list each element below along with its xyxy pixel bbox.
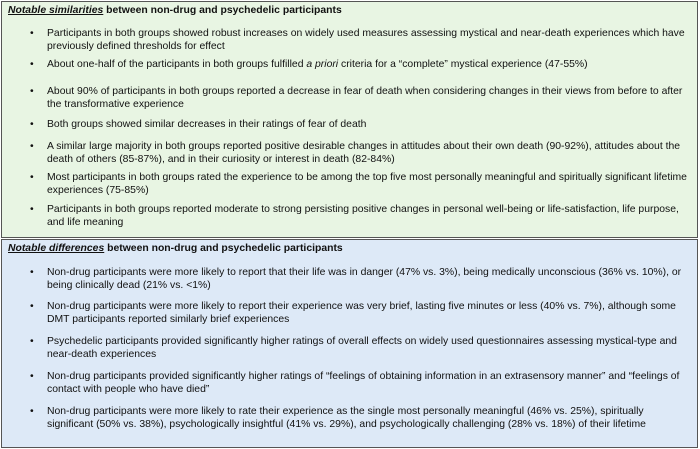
differences-heading-rest: between non-drug and psychedelic participants bbox=[104, 243, 343, 254]
difference-text: Psychedelic participants provided significantly higher ratings of overall effects on widely used questionnaires assessing mystical-type and near-death experiences bbox=[47, 336, 677, 360]
similarity-text: A similar large majority in both groups reported positive desirable changes in attitudes about their own death (90-92%), attitudes about the death of others (85-87%), and in their curiosity or interest in death (82-84%) bbox=[47, 141, 681, 165]
bullet-icon: • bbox=[30, 301, 34, 312]
similarity-text: Both groups showed similar decreases in their ratings of fear of death bbox=[47, 119, 367, 130]
differences-heading bbox=[8, 243, 343, 256]
similarities-panel bbox=[1, 1, 698, 238]
bullet-icon: • bbox=[30, 141, 34, 152]
difference-text: Non-drug participants were more likely to report that their life was in danger (47% vs. 3%), being medically unconscious (36% vs. 10%), or being clinically dead (21% vs. <1%) bbox=[47, 267, 682, 291]
similarity-text: Participants in both groups reported moderate to strong persisting positive changes in personal well-being or life-satisfaction, life purpose, and life meaning bbox=[47, 204, 679, 228]
difference-text: Non-drug participants were more likely to report their experience was very brief, lasting five minutes or less (40% vs. 7%), although some DMT participants reported similarly brief experiences bbox=[47, 301, 676, 325]
difference-text: Non-drug participants were more likely to rate their experience as the single most personally meaningful (46% vs. 25%), spiritually significant (50% vs. 38%), psychologically insightful (41% vs. 29%), and psychologically challenging (28% vs. 18%) of their lifetime bbox=[47, 406, 646, 430]
similarities-heading-rest: between non-drug and psychedelic participants bbox=[103, 5, 342, 16]
differences-heading-emph: Notable differences bbox=[8, 243, 105, 254]
bullet-icon: • bbox=[30, 172, 34, 183]
bullet-icon: • bbox=[30, 86, 34, 97]
bullet-icon: • bbox=[30, 371, 34, 382]
bullet-icon: • bbox=[30, 336, 34, 347]
similarity-text: Participants in both groups showed robust increases on widely used measures assessing mystical and near-death experiences which have previously defined thresholds for effect bbox=[47, 28, 685, 52]
bullet-icon: • bbox=[30, 204, 34, 215]
differences-panel bbox=[1, 239, 698, 448]
bullet-icon: • bbox=[30, 119, 34, 130]
similarity-text-italic: a priori bbox=[306, 59, 339, 70]
similarities-heading-emph: Notable similarities bbox=[8, 5, 104, 16]
similarity-text: About 90% of participants in both groups reported a decrease in fear of death when considering changes in their views from before to after the transformative experience bbox=[47, 86, 683, 110]
similarities-heading bbox=[8, 5, 342, 18]
bullet-icon: • bbox=[30, 28, 34, 39]
similarity-text: Most participants in both groups rated the experience to be among the top five most personally meaningful and spiritually significant lifetime experiences (75-85%) bbox=[47, 172, 687, 196]
similarity-text-before: About one-half of the participants in both groups fulfilled bbox=[47, 59, 307, 70]
similarity-text bbox=[47, 59, 689, 72]
difference-text: Non-drug participants provided significantly higher ratings of “feelings of obtaining information in an extrasensory manner” and “feelings of contact with people who have died” bbox=[47, 371, 680, 395]
bullet-icon: • bbox=[30, 267, 34, 278]
similarity-text-after: criteria for a “complete” mystical experience (47-55%) bbox=[338, 59, 588, 70]
bullet-icon: • bbox=[30, 59, 34, 70]
bullet-icon: • bbox=[30, 406, 34, 417]
